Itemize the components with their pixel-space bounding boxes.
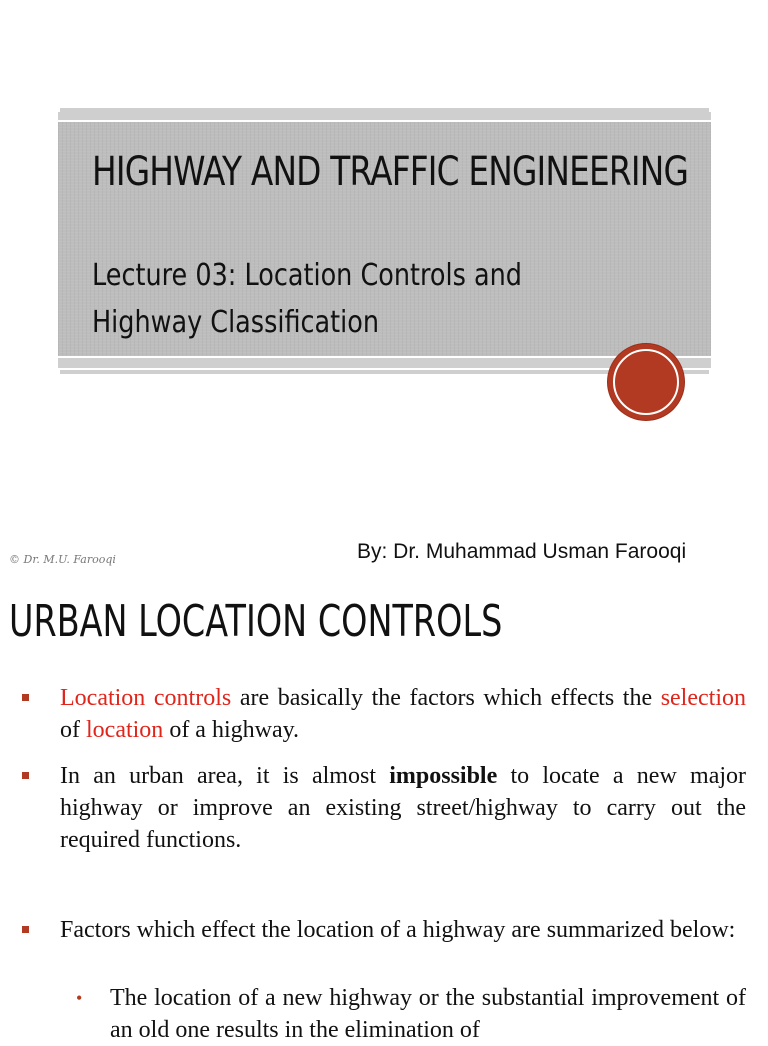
subtitle-line-1: Lecture 03: Location Controls and <box>92 258 522 293</box>
bold-text: impossible <box>389 763 498 789</box>
sub-bullet-text: The location of a new highway or the substantial improvement of an old one results in the elimination of <box>110 985 746 1043</box>
highlight-text: selection <box>660 685 746 711</box>
bullet-item <box>60 760 746 856</box>
bullet-dot-icon: • <box>76 988 83 1008</box>
slide-title: HIGHWAY AND TRAFFIC ENGINEERING <box>92 149 689 195</box>
bullet-text: are basically the factors which effects the <box>231 685 661 711</box>
bullet-square-icon <box>22 926 29 933</box>
copyright-watermark: © Dr. M.U. Farooqi <box>9 553 116 566</box>
bullet-text: of <box>60 717 86 743</box>
content-slide <box>0 580 768 1043</box>
bullet-text: to locate a new major highway or improve an existing street/highway to carry out the required functions. <box>60 763 746 853</box>
bullet-text: of a highway. <box>163 717 300 743</box>
circle-badge-icon <box>608 344 684 420</box>
sub-bullet-item <box>76 982 746 1046</box>
author-name: By: Dr. Muhammad Usman Farooqi <box>357 540 687 563</box>
slide-heading: URBAN LOCATION CONTROLS <box>9 596 503 647</box>
slide-subtitle <box>92 252 568 346</box>
bullet-square-icon <box>22 772 29 779</box>
subtitle-line-2: Highway Classification <box>92 305 380 340</box>
highlight-text: location <box>86 717 164 743</box>
highlight-text: Location controls <box>60 685 232 711</box>
bullet-item <box>60 914 746 946</box>
bullet-square-icon <box>22 694 29 701</box>
bullet-text: Factors which effect the location of a highway are summarized below: <box>60 917 736 943</box>
band-top-stripe <box>58 112 711 122</box>
bullet-text: In an urban area, it is almost <box>60 763 390 789</box>
bullet-item <box>60 682 746 746</box>
